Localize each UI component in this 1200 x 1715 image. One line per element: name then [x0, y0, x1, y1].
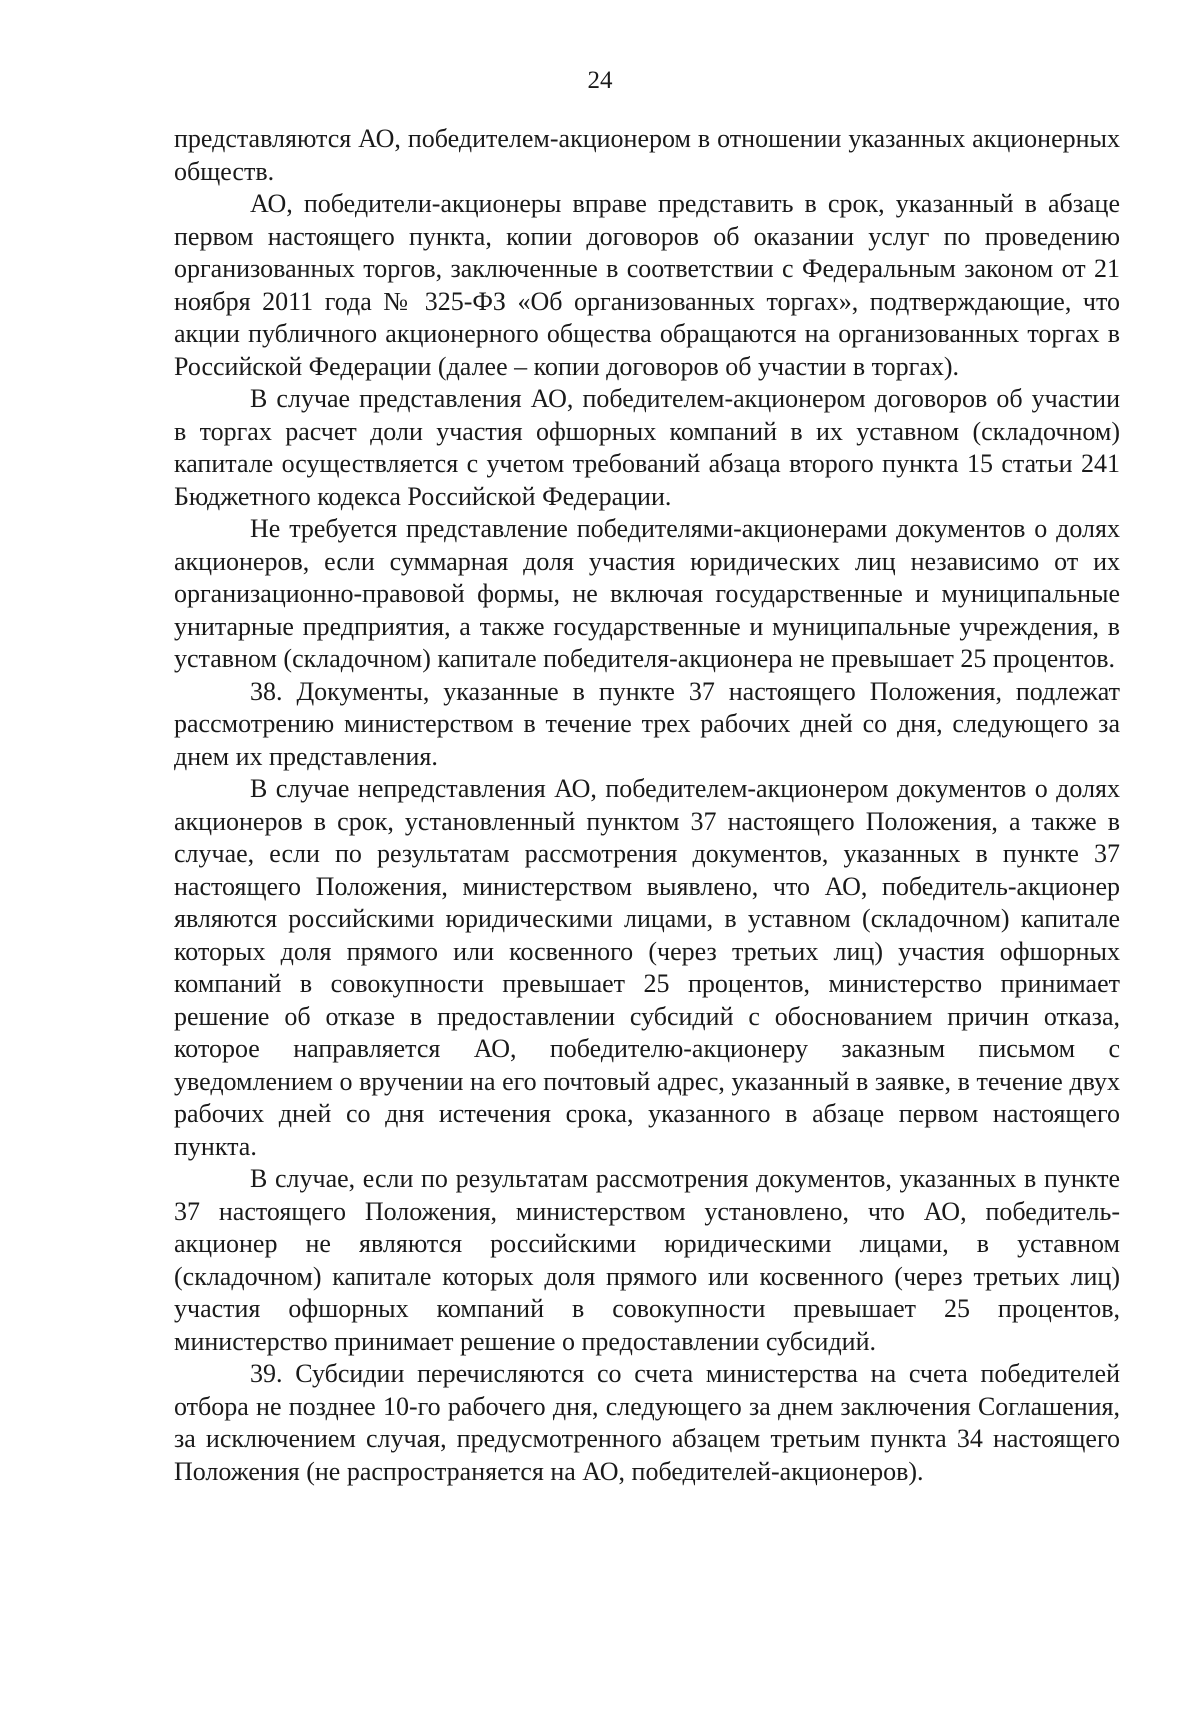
paragraph: В случае представления АО, победителем-акционером договоров об участии в торгах расчет доли участия офшорных компаний в их уставном (складочном) капитале осуществляется с учетом требований абзаца второго пункта 15 статьи 241 Бюджетного кодекса Российской Федерации. [174, 384, 1120, 511]
page-number: 24 [587, 67, 613, 94]
paragraph: АО, победители-акционеры вправе представить в срок, указанный в абзаце первом настоящего пункта, копии договоров об оказании услуг по проведению организованных торгов, заключенные в соответствии с Федеральным законом от 21 ноября 2011 года № 325-ФЗ «Об организованных торгах», подтверждающие, что акции публичного акционерного общества обращаются на организованных торгах в Российской Федерации (далее – копии договоров об участии в торгах). [174, 189, 1120, 381]
paragraph: В случае непредставления АО, победителем-акционером документов о долях акционеров в срок, установленный пунктом 37 настоящего Положения, а также в случае, если по результатам рассмотрения документов, указанных в пункте 37 настоящего Положения, министерством выявлено, что АО, победитель-акционер являются российскими юридическими лицами, в уставном (складочном) капитале которых доля прямого или косвенного (через третьих лиц) участия офшорных компаний в совокупности превышает 25 процентов, министерство принимает решение об отказе в предоставлении субсидий с обоснованием причин отказа, которое направляется АО, победителю-акционеру заказным письмом с уведомлением о вручении на его почтовый адрес, указанный в заявке, в течение двух рабочих дней со дня истечения срока, указанного в абзаце первом настоящего пункта. [174, 774, 1120, 1161]
paragraph: представляются АО, победителем-акционером в отношении указанных акционерных обществ. [174, 124, 1120, 186]
document-body [174, 123, 1120, 1488]
paragraph: Не требуется представление победителями-акционерами документов о долях акционеров, если суммарная доля участия юридических лиц независимо от их организационно-правовой формы, не включая государственные и муниципальные унитарные предприятия, а также государственные и муниципальные учреждения, в уставном (складочном) капитале победителя-акционера не превышает 25 процентов. [174, 514, 1120, 673]
paragraph: 39. Субсидии перечисляются со счета министерства на счета победителей отбора не позднее 10-го рабочего дня, следующего за днем заключения Соглашения, за исключением случая, предусмотренного абзацем третьим пункта 34 настоящего Положения (не распространяется на АО, победителей-акционеров). [174, 1359, 1120, 1486]
paragraph: 38. Документы, указанные в пункте 37 настоящего Положения, подлежат рассмотрению министерством в течение трех рабочих дней со дня, следующего за днем их представления. [174, 676, 1120, 771]
paragraph: В случае, если по результатам рассмотрения документов, указанных в пункте 37 настоящего Положения, министерством установлено, что АО, победитель-акционер не являются российскими юридическими лицами, в уставном (складочном) капитале которых доля прямого или косвенного (через третьих лиц) участия офшорных компаний в совокупности превышает 25 процентов, министерство принимает решение о предоставлении субсидий. [174, 1164, 1120, 1356]
